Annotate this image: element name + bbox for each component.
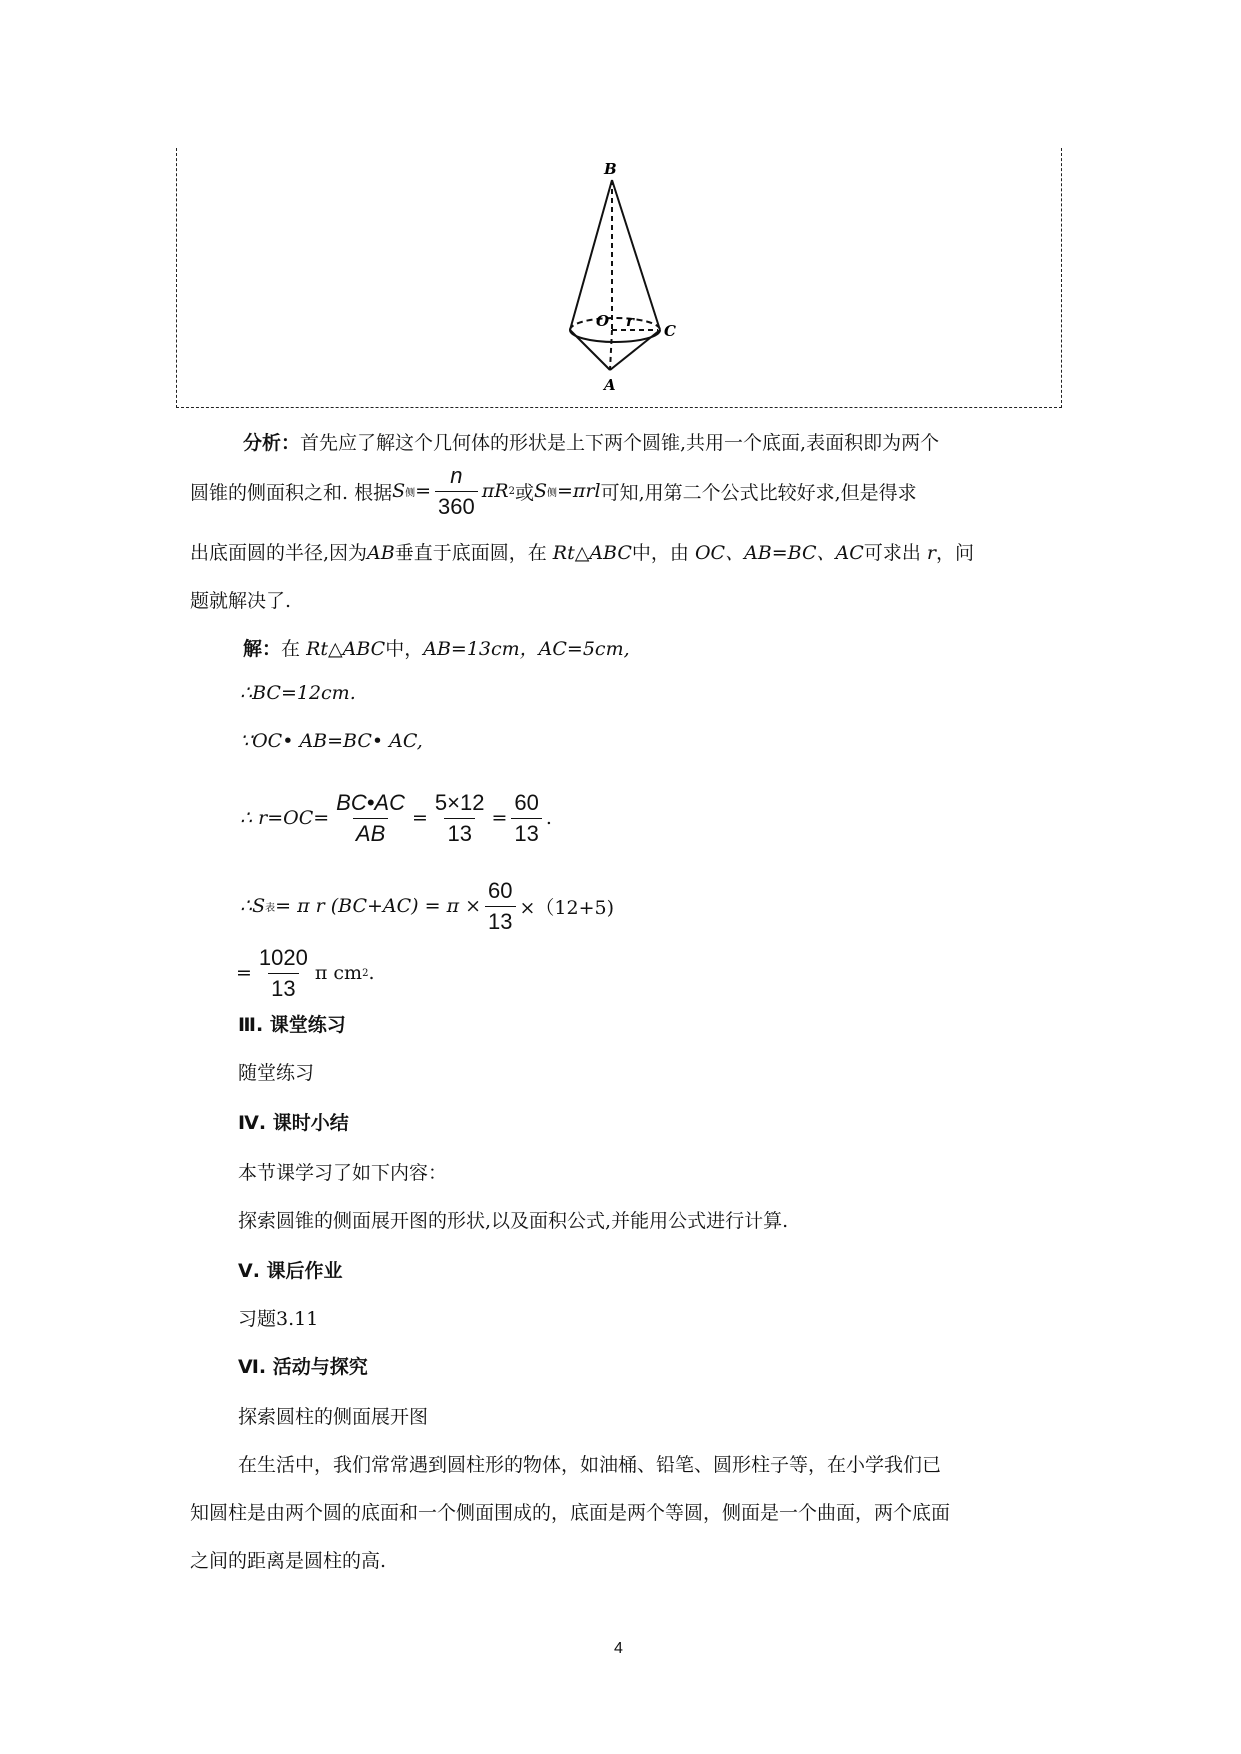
section-text-practice: 随堂练习 <box>238 1062 315 1084</box>
edge-AC <box>610 330 660 370</box>
label-B: B <box>604 160 617 178</box>
fraction-bc-ac-over-ab: $\frac{BC•AC}{AB}$ <box>336 790 405 846</box>
sector-area-fraction: $\frac{n}{360}$ <box>435 464 478 517</box>
fraction-1020-over-13: $\frac{1020}{13}$ <box>258 945 308 1001</box>
fraction-60-over-13-b: $\frac{60}{13}$ <box>485 879 515 932</box>
solution-line-1: 解：在 Rt△ABC中，AB=13cm，AC=5cm, <box>243 638 630 660</box>
solution-line-4: ∴ r=OC= $\frac{BC•AC}{AB}$ = $\frac{5\times 12}{13}$ = $\frac{60}{13}$ . <box>240 790 552 846</box>
label-A: A <box>604 376 616 394</box>
label-O: O <box>596 312 610 330</box>
solution-label: 解： <box>243 638 282 660</box>
paragraph-line-3: 之间的距离是圆柱的高. <box>190 1550 387 1572</box>
paragraph-line-1: 在生活中，我们常常遇到圆柱形的物体，如油桶、铅笔、圆形柱子等，在小学我们已 <box>238 1454 942 1476</box>
axis-OA <box>610 330 612 370</box>
page-number: 4 <box>614 1640 623 1657</box>
label-r: r <box>626 312 634 330</box>
base-back <box>570 318 660 330</box>
section-text-summary-1: 本节课学习了如下内容： <box>238 1162 448 1184</box>
edge-BA-left <box>570 180 612 330</box>
solution-line-6: = $\frac{1020}{13}$ π cm 2 . <box>236 945 375 1001</box>
solution-line-2: ∴BC=12cm. <box>240 682 356 704</box>
section-heading-homework: Ⅴ. 课后作业 <box>238 1260 343 1282</box>
analysis-line-4: 题就解决了. <box>190 590 292 612</box>
section-heading-activity: Ⅵ. 活动与探究 <box>238 1356 368 1378</box>
section-text-homework: 习题3.11 <box>238 1308 319 1330</box>
section-heading-practice: Ⅲ. 课堂练习 <box>238 1014 346 1036</box>
analysis-line-1: 分析：首先应了解这个几何体的形状是上下两个圆锥,共用一个底面,表面积即为两个 <box>243 432 940 454</box>
fraction-60-over-13: $\frac{60}{13}$ <box>511 791 541 844</box>
fraction-5x12-over-13: $\frac{5\times 12}{13}$ <box>434 790 485 846</box>
label-C: C <box>664 322 676 340</box>
paragraph-line-2: 知圆柱是由两个圆的底面和一个侧面围成的，底面是两个等圆，侧面是一个曲面，两个底面 <box>190 1502 951 1524</box>
solution-line-3: ∵OC• AB=BC• AC, <box>240 730 423 752</box>
section-text-activity: 探索圆柱的侧面展开图 <box>238 1406 429 1428</box>
edge-BC <box>612 180 660 330</box>
section-text-summary-2: 探索圆锥的侧面展开图的形状,以及面积公式,并能用公式进行计算. <box>238 1210 789 1232</box>
analysis-label: 分析： <box>243 432 301 454</box>
analysis-line-2: 圆锥的侧面积之和. 根据 S 侧 = $\frac{n}{360}$ πR 2 或 S 侧 = πrl 可知,用第二个公式比较好求,但是得求 <box>190 463 917 519</box>
solution-line-5: ∴S 表 = π r (BC+AC) = π × $\frac{60}{13}$ ×（12+5) <box>240 878 615 934</box>
analysis-line-3: 出底面圆的半径,因为AB垂直于底面圆，在 Rt△ABC中，由 OC、AB=BC、AC可求出 r，问 <box>190 542 974 564</box>
edge-lower-left <box>570 330 610 370</box>
double-cone-figure <box>540 160 700 400</box>
section-heading-summary: Ⅳ. 课时小结 <box>238 1112 349 1134</box>
